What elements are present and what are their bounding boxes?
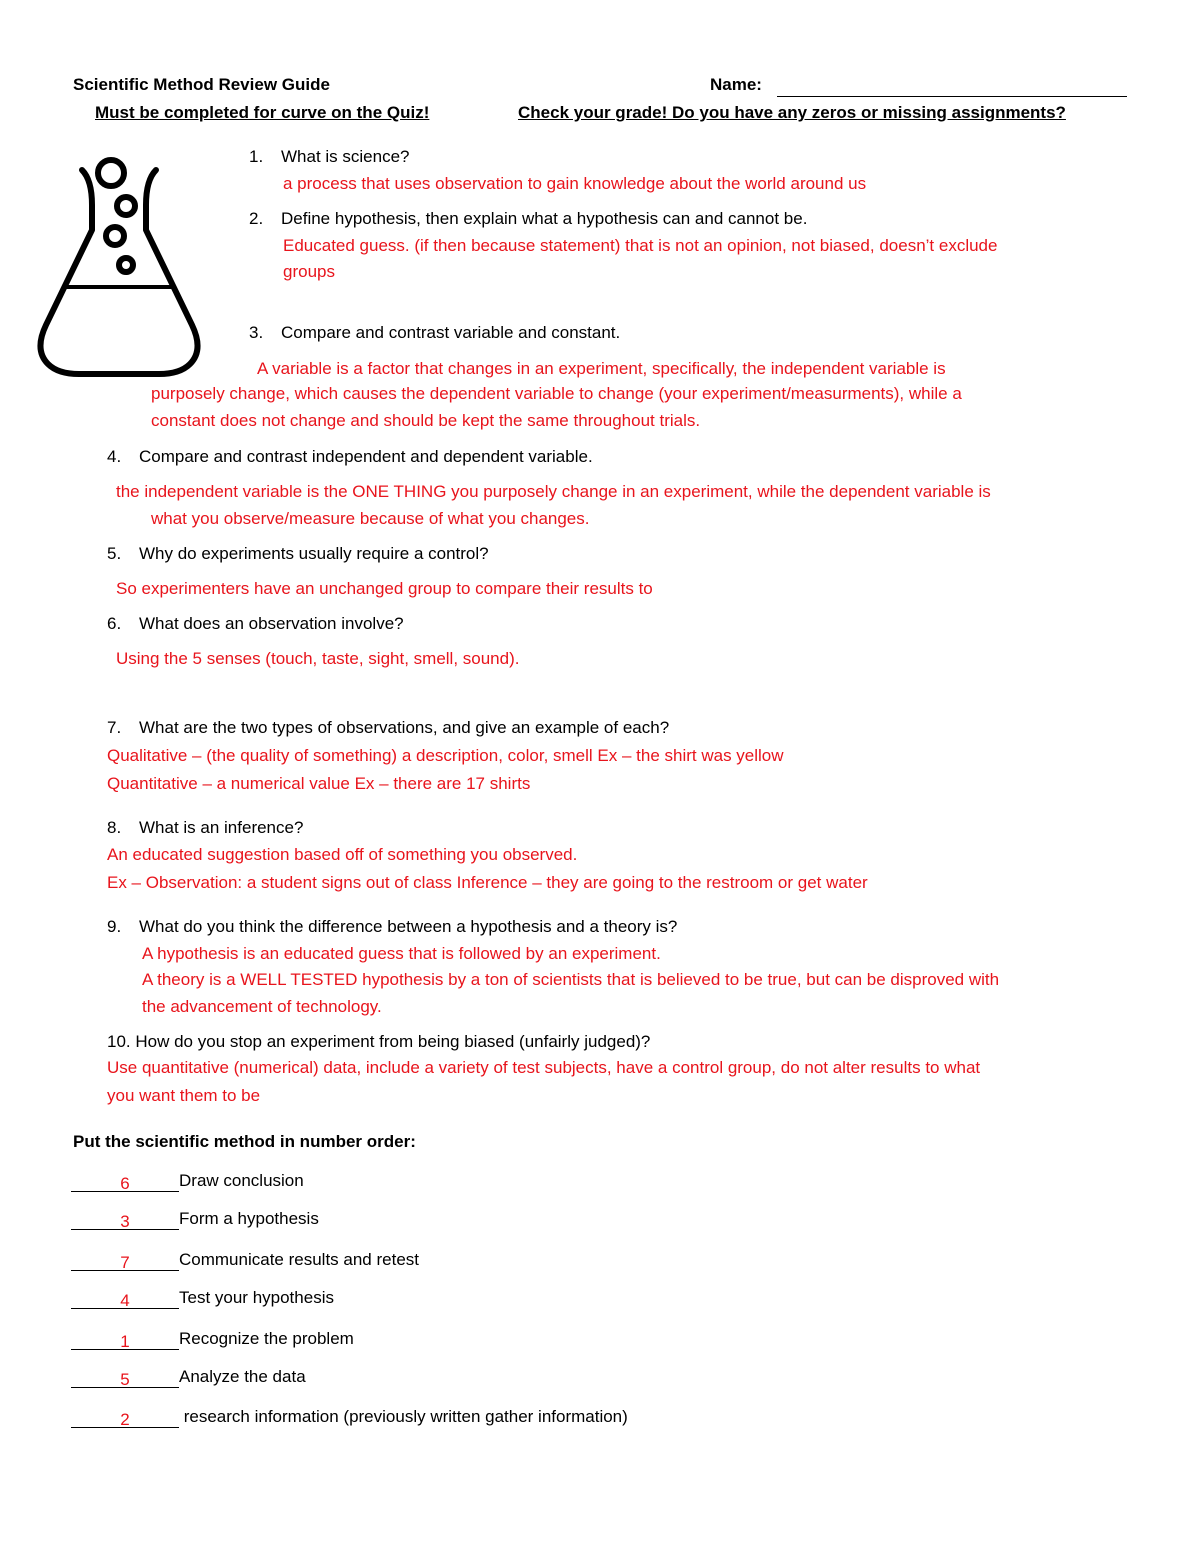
order-answer-blank[interactable]: 4: [71, 1290, 179, 1309]
page-title: Scientific Method Review Guide: [73, 75, 330, 94]
question-number: 2.: [249, 209, 264, 228]
question-text: Compare and contrast variable and constant.: [281, 323, 621, 342]
answer-3-line-3: constant does not change and should be kept the same throughout trials.: [151, 411, 701, 430]
order-step-label: Test your hypothesis: [179, 1288, 334, 1307]
order-step-label: Analyze the data: [179, 1367, 306, 1386]
answer-10-line-1: Use quantitative (numerical) data, include a variety of test subjects, have a control group, do not alter results to what: [107, 1058, 981, 1077]
answer-9-line-1: A hypothesis is an educated guess that is followed by an experiment.: [142, 944, 661, 963]
question-number: 3.: [249, 323, 264, 342]
answer-8-line-1: An educated suggestion based off of something you observed.: [107, 845, 578, 864]
answer-3-line-1: A variable is a factor that changes in an experiment, specifically, the independent variable is: [257, 359, 946, 378]
question-number: 6.: [107, 614, 122, 633]
order-step: [71, 1406, 628, 1428]
order-step-label: Draw conclusion: [179, 1171, 304, 1190]
order-step: [71, 1208, 319, 1230]
question-number: 9.: [107, 917, 122, 936]
order-step-label: Recognize the problem: [179, 1329, 354, 1348]
question-text: How do you stop an experiment from being biased (unfairly judged)?: [135, 1032, 651, 1051]
question-8: [107, 817, 303, 839]
question-text: What is an inference?: [139, 818, 304, 837]
order-step-label: research information (previously written gather information): [179, 1407, 628, 1426]
order-step: [71, 1328, 354, 1350]
subtitle-curve-note: Must be completed for curve on the Quiz!: [95, 103, 430, 122]
order-answer-blank[interactable]: 7: [71, 1252, 179, 1271]
question-text: What does an observation involve?: [139, 614, 404, 633]
question-9: [107, 916, 677, 938]
order-step-label: Form a hypothesis: [179, 1209, 319, 1228]
answer-5: So experimenters have an unchanged group to compare their results to: [116, 579, 653, 598]
name-field-line[interactable]: [777, 96, 1127, 97]
order-step-label: Communicate results and retest: [179, 1250, 419, 1269]
question-7: [107, 717, 669, 739]
order-answer-blank[interactable]: 1: [71, 1331, 179, 1350]
chemistry-flask-icon: [34, 150, 204, 386]
question-number: 4.: [107, 447, 122, 466]
question-text: What is science?: [281, 147, 410, 166]
answer-4-line-1: the independent variable is the ONE THING you purposely change in an experiment, while the dependent variable is: [116, 482, 991, 501]
subtitle-grade-note: Check your grade! Do you have any zeros or missing assignments?: [518, 103, 1066, 122]
order-step: [71, 1170, 304, 1192]
answer-9-line-3: the advancement of technology.: [142, 997, 382, 1016]
question-4: [107, 446, 593, 468]
answer-2-line-2: groups: [283, 262, 335, 281]
question-2: [249, 208, 807, 230]
question-text: Compare and contrast independent and dependent variable.: [139, 447, 593, 466]
answer-4-line-2: what you observe/measure because of what you changes.: [151, 509, 590, 528]
answer-6: Using the 5 senses (touch, taste, sight, smell, sound).: [116, 649, 520, 668]
question-number: 7.: [107, 718, 122, 737]
order-answer-blank[interactable]: 6: [71, 1173, 179, 1192]
question-text: What are the two types of observations, and give an example of each?: [139, 718, 670, 737]
order-step: [71, 1287, 334, 1309]
order-step: [71, 1249, 419, 1271]
answer-1: a process that uses observation to gain knowledge about the world around us: [283, 174, 867, 193]
answer-3-line-2: purposely change, which causes the dependent variable to change (your experiment/measurments), while a: [151, 384, 962, 403]
question-text: Define hypothesis, then explain what a hypothesis can and cannot be.: [281, 209, 808, 228]
question-6: [107, 613, 404, 635]
answer-10-line-2: you want them to be: [107, 1086, 261, 1105]
question-text: Why do experiments usually require a control?: [139, 544, 489, 563]
name-label: Name:: [710, 75, 762, 94]
answer-2-line-1: Educated guess. (if then because statement) that is not an opinion, not biased, doesn’t exclude: [283, 236, 998, 255]
answer-9-line-2: A theory is a WELL TESTED hypothesis by a ton of scientists that is believed to be true, but can be disproved with: [142, 970, 1000, 989]
answer-7-line-2: Quantitative – a numerical value Ex – there are 17 shirts: [107, 774, 531, 793]
answer-7-line-1: Qualitative – (the quality of something) a description, color, smell Ex – the shirt was yellow: [107, 746, 784, 765]
question-number: 10.: [107, 1032, 131, 1051]
answer-8-line-2: Ex – Observation: a student signs out of class Inference – they are going to the restroom or get water: [107, 873, 868, 892]
question-text: What do you think the difference between a hypothesis and a theory is?: [139, 917, 678, 936]
ordering-heading: Put the scientific method in number order:: [73, 1132, 416, 1151]
question-5: [107, 543, 489, 565]
question-10: [107, 1031, 650, 1053]
order-answer-blank[interactable]: 5: [71, 1369, 179, 1388]
order-answer-blank[interactable]: 3: [71, 1211, 179, 1230]
question-number: 1.: [249, 147, 264, 166]
question-3: [249, 322, 620, 344]
order-step: [71, 1366, 306, 1388]
question-1: [249, 146, 410, 168]
question-number: 5.: [107, 544, 122, 563]
order-answer-blank[interactable]: 2: [71, 1409, 179, 1428]
question-number: 8.: [107, 818, 122, 837]
